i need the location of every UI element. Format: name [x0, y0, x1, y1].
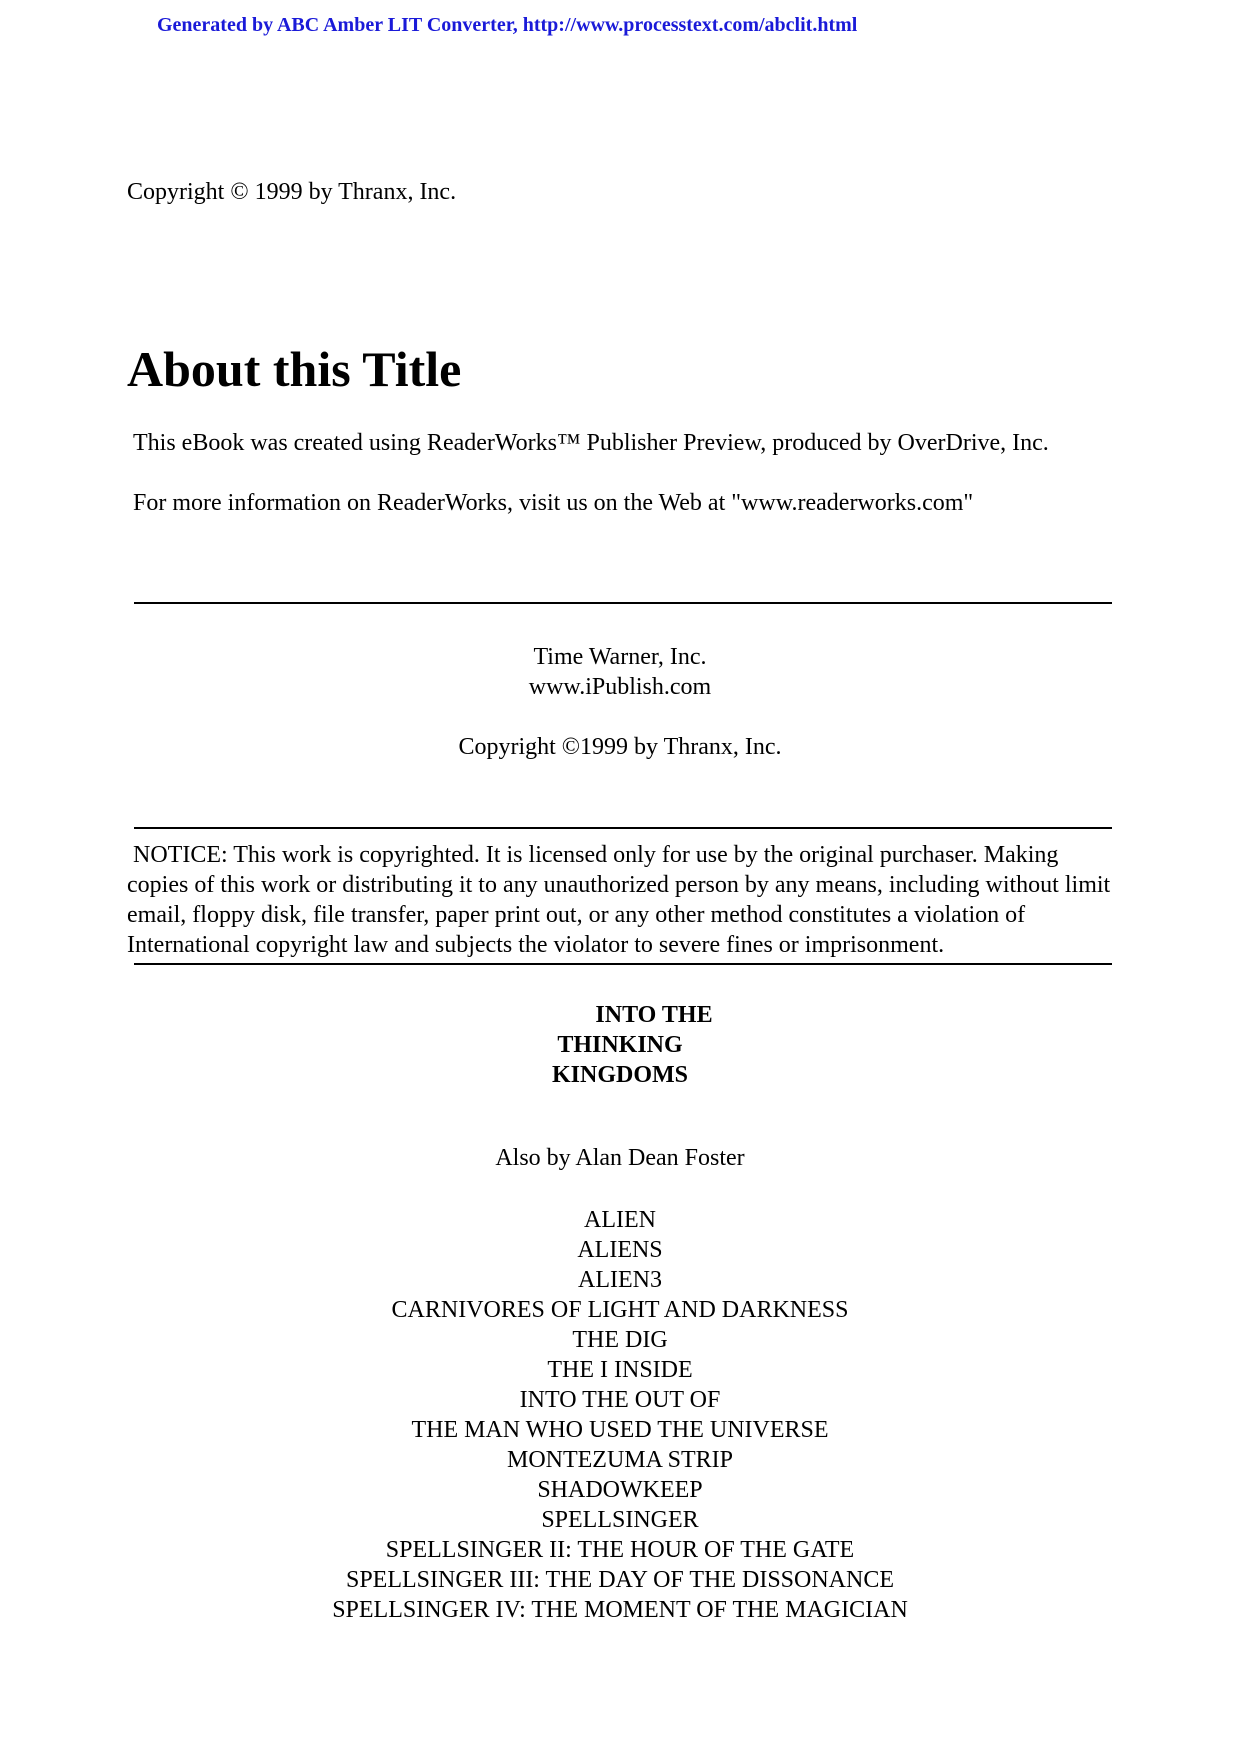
book-title-line: THINKING	[557, 1032, 683, 1058]
list-item: SPELLSINGER III: THE DAY OF THE DISSONANCE	[345, 1567, 895, 1593]
copyright-notice: NOTICE: This work is copyrighted. It is licensed only for use by the original purchaser. Making copies of this work or distributing it to any unauthorized person by any means, including without limit email, floppy disk, file transfer, paper print out, or any other method constitutes a violation of International copyright law and subjects the violator to severe fines or imprisonment.	[127, 842, 1111, 958]
list-item: INTO THE OUT OF	[519, 1387, 721, 1413]
list-item: ALIEN	[584, 1207, 656, 1233]
generator-link[interactable]: Generated by ABC Amber LIT Converter, http://www.processtext.com/abclit.html	[157, 14, 858, 36]
list-item: SPELLSINGER IV: THE MOMENT OF THE MAGICIAN	[332, 1597, 908, 1623]
also-by: Also by Alan Dean Foster	[495, 1145, 745, 1171]
divider-1	[134, 602, 1112, 604]
list-item: THE I INSIDE	[547, 1357, 693, 1383]
list-item: ALIEN3	[578, 1267, 662, 1293]
book-list	[0, 1205, 1240, 1625]
page-title: About this Title	[127, 341, 462, 397]
list-item: SHADOWKEEP	[537, 1477, 703, 1503]
list-item: ALIENS	[577, 1237, 663, 1263]
about-line-1: This eBook was created using ReaderWorks™ Publisher Preview, produced by OverDrive, Inc.	[133, 430, 1049, 456]
book-title	[0, 1000, 1240, 1090]
list-item: THE DIG	[572, 1327, 668, 1353]
list-item: THE MAN WHO USED THE UNIVERSE	[411, 1417, 829, 1443]
about-line-2: For more information on ReaderWorks, visit us on the Web at "www.readerworks.com"	[133, 490, 974, 516]
publisher-name: Time Warner, Inc.	[533, 644, 707, 670]
list-item: SPELLSINGER	[541, 1507, 699, 1533]
list-item: CARNIVORES OF LIGHT AND DARKNESS	[391, 1297, 849, 1323]
book-title-line: KINGDOMS	[551, 1062, 688, 1088]
divider-2	[134, 827, 1112, 829]
book-title-line: INTO THE	[595, 1002, 713, 1028]
copyright-top: Copyright © 1999 by Thranx, Inc.	[127, 179, 457, 205]
list-item: SPELLSINGER II: THE HOUR OF THE GATE	[385, 1537, 855, 1563]
publisher-url: www.iPublish.com	[528, 674, 712, 700]
list-item: MONTEZUMA STRIP	[506, 1447, 734, 1473]
divider-3	[134, 963, 1112, 965]
publisher-copyright: Copyright ©1999 by Thranx, Inc.	[458, 734, 782, 760]
